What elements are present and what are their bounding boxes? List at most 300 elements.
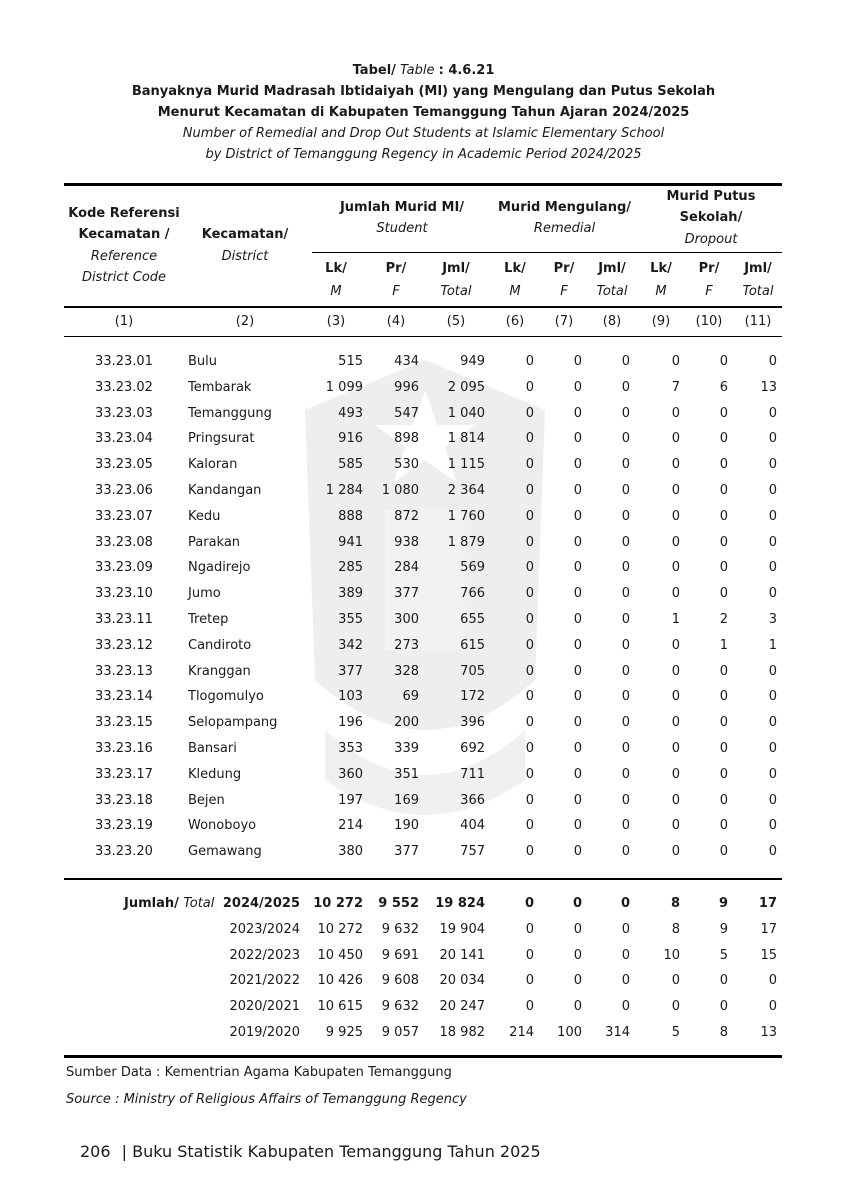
dropout-female: 0 bbox=[719, 483, 728, 498]
dropout-total: 0 bbox=[768, 689, 777, 705]
dropout-male: 0 bbox=[671, 844, 680, 860]
student-female: 190 bbox=[394, 818, 419, 834]
district-name: Candiroto bbox=[188, 637, 252, 653]
student-total: 1 814 bbox=[447, 431, 485, 447]
district-code: 33.23.02 bbox=[95, 379, 153, 395]
remedial-total: 0 bbox=[621, 534, 630, 550]
dropout-female: 0 bbox=[719, 766, 728, 782]
dropout-male: 0 bbox=[671, 560, 680, 576]
title-id-line2: Menurut Kecamatan di Kabupaten Temanggung Tahun Ajaran 2024/2025 bbox=[157, 105, 690, 120]
student-male: 515 bbox=[338, 354, 363, 369]
district-name: Tembarak bbox=[188, 379, 252, 395]
student-total: 757 bbox=[460, 844, 485, 860]
remedial-total: 314 bbox=[605, 1025, 630, 1040]
student-male: 10 615 bbox=[317, 999, 363, 1015]
student-female: 328 bbox=[394, 663, 419, 679]
dropout-header-l3: Dropout bbox=[684, 232, 738, 247]
dropout-female: 0 bbox=[719, 689, 728, 705]
student-total: 705 bbox=[460, 663, 485, 679]
remedial-female: 0 bbox=[573, 457, 582, 473]
subheader-bottom: F bbox=[560, 284, 568, 299]
district-name: Bansari bbox=[188, 741, 237, 756]
remedial-total: 0 bbox=[621, 818, 630, 834]
column-number: (7) bbox=[554, 314, 574, 329]
remedial-male: 0 bbox=[525, 715, 534, 731]
student-female: 9 608 bbox=[381, 973, 419, 989]
column-number: (1) bbox=[114, 314, 134, 329]
district-name: Kaloran bbox=[188, 457, 238, 473]
student-male: 1 284 bbox=[325, 483, 363, 498]
student-total: 569 bbox=[460, 560, 485, 576]
remedial-male: 0 bbox=[525, 457, 534, 473]
remedial-female: 0 bbox=[573, 612, 582, 627]
subheader-bottom: F bbox=[705, 284, 713, 299]
column-number: (4) bbox=[386, 314, 406, 329]
dropout-total: 0 bbox=[768, 741, 777, 756]
remedial-total: 0 bbox=[621, 379, 630, 395]
district-code: 33.23.18 bbox=[95, 792, 153, 808]
student-female: 9 632 bbox=[381, 999, 419, 1015]
student-female: 377 bbox=[394, 586, 419, 602]
book-title: | Buku Statistik Kabupaten Temanggung Tahun 2025 bbox=[121, 1142, 541, 1161]
dropout-male: 0 bbox=[671, 508, 680, 524]
dropout-male: 8 bbox=[671, 921, 680, 937]
dropout-male: 0 bbox=[671, 457, 680, 473]
student-total: 20 034 bbox=[439, 973, 485, 989]
district-code: 33.23.16 bbox=[95, 741, 153, 756]
dropout-male: 0 bbox=[671, 483, 680, 498]
remedial-female: 0 bbox=[573, 508, 582, 524]
code-header-l4: District Code bbox=[81, 270, 167, 285]
district-name: Kledung bbox=[188, 766, 242, 782]
remedial-female: 0 bbox=[573, 637, 582, 653]
remedial-female: 0 bbox=[573, 947, 582, 963]
dropout-female: 0 bbox=[719, 560, 728, 576]
dropout-male: 0 bbox=[671, 663, 680, 679]
student-male: 342 bbox=[338, 637, 363, 653]
dropout-female: 0 bbox=[719, 431, 728, 447]
remedial-male: 0 bbox=[525, 844, 534, 860]
remedial-total: 0 bbox=[621, 999, 630, 1015]
table-number: Tabel/ Table : 4.6.21 bbox=[352, 63, 495, 78]
district-code: 33.23.04 bbox=[95, 431, 153, 447]
total-year: 2021/2022 bbox=[229, 973, 300, 989]
dropout-female: 0 bbox=[719, 715, 728, 731]
column-number-rule bbox=[64, 336, 782, 337]
district-name: Selopampang bbox=[188, 715, 278, 731]
student-total: 949 bbox=[460, 354, 485, 369]
dropout-total: 0 bbox=[768, 586, 777, 602]
total-year: 2020/2021 bbox=[229, 999, 300, 1015]
dropout-male: 8 bbox=[670, 896, 680, 911]
remedial-male: 0 bbox=[525, 508, 534, 524]
dropout-male: 7 bbox=[671, 379, 680, 395]
student-female: 339 bbox=[394, 741, 419, 756]
source-id: Sumber Data : Kementrian Agama Kabupaten Temanggung bbox=[66, 1065, 452, 1080]
dropout-total: 17 bbox=[758, 896, 777, 911]
district-code: 33.23.20 bbox=[95, 844, 153, 860]
total-year: 2023/2024 bbox=[229, 921, 300, 937]
column-number: (5) bbox=[446, 314, 466, 329]
dropout-female: 0 bbox=[719, 457, 728, 473]
student-total: 18 982 bbox=[439, 1025, 485, 1040]
remedial-male: 0 bbox=[525, 689, 534, 705]
district-code: 33.23.08 bbox=[95, 534, 153, 550]
dropout-male: 0 bbox=[671, 973, 680, 989]
student-total: 366 bbox=[460, 792, 485, 808]
student-male: 389 bbox=[338, 586, 363, 602]
student-total: 655 bbox=[460, 612, 485, 627]
remedial-total: 0 bbox=[621, 483, 630, 498]
dropout-female: 2 bbox=[719, 612, 728, 627]
remedial-male: 0 bbox=[525, 405, 534, 421]
dropout-female: 0 bbox=[719, 792, 728, 808]
student-female: 530 bbox=[394, 457, 419, 473]
remedial-header-l1: Murid Mengulang/ bbox=[498, 200, 631, 215]
district-code: 33.23.14 bbox=[95, 689, 153, 705]
title-en-line1: Number of Remedial and Drop Out Students at Islamic Elementary School bbox=[182, 126, 665, 141]
remedial-total: 0 bbox=[621, 612, 630, 627]
dropout-female: 0 bbox=[719, 586, 728, 602]
student-male: 360 bbox=[338, 766, 363, 782]
remedial-total: 0 bbox=[621, 689, 630, 705]
remedial-male: 0 bbox=[525, 586, 534, 602]
remedial-female: 0 bbox=[573, 741, 582, 756]
student-female: 377 bbox=[394, 844, 419, 860]
remedial-female: 100 bbox=[557, 1025, 582, 1040]
student-male: 196 bbox=[338, 715, 363, 731]
student-male: 9 925 bbox=[325, 1025, 363, 1040]
remedial-male: 0 bbox=[525, 379, 534, 395]
student-total: 20 141 bbox=[439, 947, 485, 963]
district-name: Gemawang bbox=[188, 844, 262, 860]
dropout-male: 0 bbox=[671, 534, 680, 550]
code-header-l2: Kecamatan / bbox=[78, 227, 170, 242]
dropout-total: 0 bbox=[768, 766, 777, 782]
student-female: 1 080 bbox=[381, 483, 419, 498]
district-code: 33.23.09 bbox=[95, 560, 153, 576]
remedial-female: 0 bbox=[573, 715, 582, 731]
column-number: (11) bbox=[744, 314, 772, 329]
remedial-female: 0 bbox=[573, 663, 582, 679]
subheader-bottom: Total bbox=[742, 284, 774, 299]
district-code: 33.23.03 bbox=[95, 405, 153, 421]
remedial-female: 0 bbox=[573, 534, 582, 550]
dropout-male: 0 bbox=[671, 818, 680, 834]
dropout-total: 0 bbox=[768, 818, 777, 834]
remedial-total: 0 bbox=[621, 947, 630, 963]
column-number: (6) bbox=[505, 314, 525, 329]
student-total: 615 bbox=[460, 637, 485, 653]
student-male: 377 bbox=[338, 663, 363, 679]
student-male: 916 bbox=[338, 431, 363, 447]
totals-label: Jumlah/ Total bbox=[124, 896, 215, 911]
remedial-male: 214 bbox=[509, 1025, 534, 1040]
total-year: 2019/2020 bbox=[229, 1025, 300, 1040]
remedial-total: 0 bbox=[621, 973, 630, 989]
student-male: 585 bbox=[338, 457, 363, 473]
dropout-female: 0 bbox=[719, 663, 728, 679]
remedial-female: 0 bbox=[573, 379, 582, 395]
total-year: 2024/2025 bbox=[222, 896, 300, 911]
district-name: Pringsurat bbox=[188, 431, 255, 447]
dropout-female: 5 bbox=[719, 947, 728, 963]
remedial-total: 0 bbox=[621, 405, 630, 421]
remedial-male: 0 bbox=[525, 612, 534, 627]
district-name: Tlogomulyo bbox=[188, 689, 264, 705]
page-footer bbox=[80, 1142, 541, 1161]
student-header-l2: Student bbox=[376, 221, 428, 236]
student-male: 10 450 bbox=[317, 947, 363, 963]
student-male: 10 426 bbox=[317, 973, 363, 989]
dropout-total: 0 bbox=[768, 999, 777, 1015]
table-bottom-rule bbox=[64, 1055, 782, 1058]
remedial-female: 0 bbox=[573, 766, 582, 782]
subheader-bottom: Total bbox=[440, 284, 472, 299]
column-number: (8) bbox=[602, 314, 622, 329]
column-number: (3) bbox=[326, 314, 346, 329]
total-year: 2022/2023 bbox=[229, 947, 300, 963]
dropout-total: 0 bbox=[768, 534, 777, 550]
dropout-male: 0 bbox=[671, 741, 680, 756]
dropout-female: 9 bbox=[718, 896, 728, 911]
student-male: 355 bbox=[338, 612, 363, 627]
dropout-female: 0 bbox=[719, 354, 728, 369]
student-male: 214 bbox=[338, 818, 363, 834]
remedial-total: 0 bbox=[621, 792, 630, 808]
student-total: 692 bbox=[460, 741, 485, 756]
district-code: 33.23.13 bbox=[95, 663, 153, 679]
dropout-female: 0 bbox=[719, 741, 728, 756]
subheader-top: Jml/ bbox=[442, 261, 470, 276]
student-female: 69 bbox=[402, 689, 419, 705]
subheader-bottom: M bbox=[330, 284, 342, 299]
dropout-total: 0 bbox=[768, 457, 777, 473]
remedial-male: 0 bbox=[525, 766, 534, 782]
dropout-male: 0 bbox=[671, 431, 680, 447]
dropout-total: 0 bbox=[768, 560, 777, 576]
district-name: Ngadirejo bbox=[188, 560, 251, 576]
remedial-male: 0 bbox=[525, 431, 534, 447]
dropout-female: 0 bbox=[719, 405, 728, 421]
district-header-l2: District bbox=[221, 249, 269, 264]
student-male: 103 bbox=[338, 689, 363, 705]
remedial-female: 0 bbox=[573, 689, 582, 705]
remedial-male: 0 bbox=[525, 534, 534, 550]
remedial-female: 0 bbox=[573, 560, 582, 576]
student-male: 285 bbox=[338, 560, 363, 576]
district-header-l1: Kecamatan/ bbox=[201, 227, 289, 242]
dropout-total: 15 bbox=[760, 947, 777, 963]
student-male: 197 bbox=[338, 792, 363, 808]
subheader-bottom: Total bbox=[596, 284, 628, 299]
subheader-rule bbox=[312, 252, 782, 253]
remedial-male: 0 bbox=[525, 483, 534, 498]
dropout-total: 0 bbox=[768, 792, 777, 808]
dropout-female: 0 bbox=[719, 973, 728, 989]
header-bottom-rule bbox=[64, 306, 782, 308]
code-header-l1: Kode Referensi bbox=[68, 206, 180, 221]
subheader-bottom: M bbox=[509, 284, 521, 299]
subheader-top: Pr/ bbox=[698, 261, 720, 276]
student-total: 1 760 bbox=[447, 508, 485, 524]
remedial-total: 0 bbox=[621, 844, 630, 860]
subheader-bottom: F bbox=[392, 284, 400, 299]
remedial-total: 0 bbox=[621, 741, 630, 756]
district-code: 33.23.15 bbox=[95, 715, 153, 731]
student-female: 872 bbox=[394, 508, 419, 524]
remedial-female: 0 bbox=[573, 483, 582, 498]
remedial-header-l2: Remedial bbox=[533, 221, 596, 236]
student-total: 19 824 bbox=[435, 896, 485, 911]
dropout-total: 0 bbox=[768, 663, 777, 679]
remedial-female: 0 bbox=[573, 818, 582, 834]
remedial-total: 0 bbox=[621, 457, 630, 473]
district-code: 33.23.10 bbox=[95, 586, 153, 602]
remedial-total: 0 bbox=[621, 560, 630, 576]
dropout-male: 5 bbox=[671, 1025, 680, 1040]
remedial-male: 0 bbox=[525, 560, 534, 576]
remedial-male: 0 bbox=[525, 921, 534, 937]
dropout-total: 0 bbox=[768, 431, 777, 447]
dropout-male: 0 bbox=[671, 792, 680, 808]
student-female: 300 bbox=[394, 612, 419, 627]
dropout-total: 0 bbox=[768, 405, 777, 421]
dropout-male: 0 bbox=[671, 689, 680, 705]
remedial-male: 0 bbox=[525, 947, 534, 963]
code-header-l3: Reference bbox=[90, 249, 158, 264]
dropout-header-l1: Murid Putus bbox=[666, 189, 756, 204]
district-code: 33.23.19 bbox=[95, 818, 153, 834]
dropout-female: 0 bbox=[719, 534, 728, 550]
dropout-total: 3 bbox=[768, 612, 777, 627]
dropout-female: 0 bbox=[719, 844, 728, 860]
district-code: 33.23.01 bbox=[95, 354, 153, 369]
remedial-male: 0 bbox=[525, 999, 534, 1015]
student-female: 9 691 bbox=[381, 947, 419, 963]
subheader-top: Pr/ bbox=[385, 261, 407, 276]
district-name: Jumo bbox=[188, 586, 221, 602]
remedial-total: 0 bbox=[621, 766, 630, 782]
table-top-rule bbox=[64, 183, 782, 186]
dropout-total: 0 bbox=[768, 715, 777, 731]
dropout-total: 13 bbox=[760, 379, 777, 395]
student-female: 996 bbox=[394, 379, 419, 395]
student-male: 10 272 bbox=[317, 921, 363, 937]
district-name: Parakan bbox=[188, 534, 241, 550]
dropout-total: 13 bbox=[760, 1025, 777, 1040]
remedial-female: 0 bbox=[573, 792, 582, 808]
dropout-total: 0 bbox=[768, 973, 777, 989]
dropout-male: 0 bbox=[671, 354, 680, 369]
remedial-total: 0 bbox=[621, 354, 630, 369]
district-code: 33.23.12 bbox=[95, 637, 153, 653]
remedial-male: 0 bbox=[524, 896, 534, 911]
title-en-line2: by District of Temanggung Regency in Academic Period 2024/2025 bbox=[205, 147, 642, 162]
dropout-header-l2: Sekolah/ bbox=[679, 210, 743, 225]
remedial-total: 0 bbox=[620, 896, 630, 911]
remedial-male: 0 bbox=[525, 637, 534, 653]
district-code: 33.23.05 bbox=[95, 457, 153, 473]
dropout-total: 17 bbox=[760, 921, 777, 937]
student-female: 9 057 bbox=[381, 1025, 419, 1040]
remedial-female: 0 bbox=[573, 999, 582, 1015]
subheader-top: Lk/ bbox=[650, 261, 672, 276]
subheader-bottom: M bbox=[655, 284, 667, 299]
student-total: 19 904 bbox=[439, 921, 485, 937]
remedial-male: 0 bbox=[525, 741, 534, 756]
dropout-male: 0 bbox=[671, 999, 680, 1015]
district-code: 33.23.07 bbox=[95, 508, 153, 524]
dropout-female: 0 bbox=[719, 999, 728, 1015]
remedial-total: 0 bbox=[621, 637, 630, 653]
dropout-male: 1 bbox=[671, 612, 680, 627]
student-male: 10 272 bbox=[313, 896, 363, 911]
dropout-total: 0 bbox=[768, 844, 777, 860]
district-name: Bejen bbox=[188, 792, 225, 808]
source-en: Source : Ministry of Religious Affairs of Temanggung Regency bbox=[66, 1092, 467, 1107]
district-name: Kandangan bbox=[188, 483, 262, 498]
district-code: 33.23.11 bbox=[95, 612, 153, 627]
remedial-female: 0 bbox=[573, 973, 582, 989]
district-code: 33.23.06 bbox=[95, 483, 153, 498]
student-total: 766 bbox=[460, 586, 485, 602]
subheader-top: Lk/ bbox=[504, 261, 526, 276]
student-female: 434 bbox=[394, 354, 419, 369]
remedial-total: 0 bbox=[621, 715, 630, 731]
student-female: 273 bbox=[394, 637, 419, 653]
dropout-male: 0 bbox=[671, 637, 680, 653]
totals-top-rule bbox=[64, 878, 782, 880]
dropout-total: 1 bbox=[768, 637, 777, 653]
dropout-male: 0 bbox=[671, 715, 680, 731]
column-number: (2) bbox=[235, 314, 255, 329]
dropout-male: 10 bbox=[663, 947, 680, 963]
remedial-male: 0 bbox=[525, 663, 534, 679]
district-name: Temanggung bbox=[188, 405, 272, 421]
remedial-total: 0 bbox=[621, 586, 630, 602]
student-total: 1 040 bbox=[447, 405, 485, 421]
table-title-block bbox=[0, 60, 847, 165]
student-male: 380 bbox=[338, 844, 363, 860]
student-total: 404 bbox=[460, 818, 485, 834]
student-female: 200 bbox=[394, 715, 419, 731]
remedial-male: 0 bbox=[525, 354, 534, 369]
student-female: 9 632 bbox=[381, 921, 419, 937]
dropout-male: 0 bbox=[671, 586, 680, 602]
remedial-total: 0 bbox=[621, 508, 630, 524]
subheader-top: Jml/ bbox=[744, 261, 772, 276]
student-header-l1: Jumlah Murid MI/ bbox=[339, 200, 465, 215]
student-total: 2 364 bbox=[447, 483, 485, 498]
page-number: 206 bbox=[80, 1142, 111, 1161]
student-total: 1 115 bbox=[447, 457, 485, 473]
dropout-female: 8 bbox=[719, 1025, 728, 1040]
student-total: 1 879 bbox=[447, 534, 485, 550]
student-female: 169 bbox=[394, 792, 419, 808]
student-female: 547 bbox=[394, 405, 419, 421]
remedial-male: 0 bbox=[525, 973, 534, 989]
column-number: (10) bbox=[695, 314, 723, 329]
district-name: Wonoboyo bbox=[188, 818, 257, 834]
student-total: 711 bbox=[460, 766, 485, 782]
student-total: 396 bbox=[460, 715, 485, 731]
remedial-total: 0 bbox=[621, 921, 630, 937]
remedial-female: 0 bbox=[573, 354, 582, 369]
district-name: Bulu bbox=[188, 354, 218, 369]
student-male: 493 bbox=[338, 405, 363, 421]
dropout-female: 9 bbox=[719, 921, 728, 937]
